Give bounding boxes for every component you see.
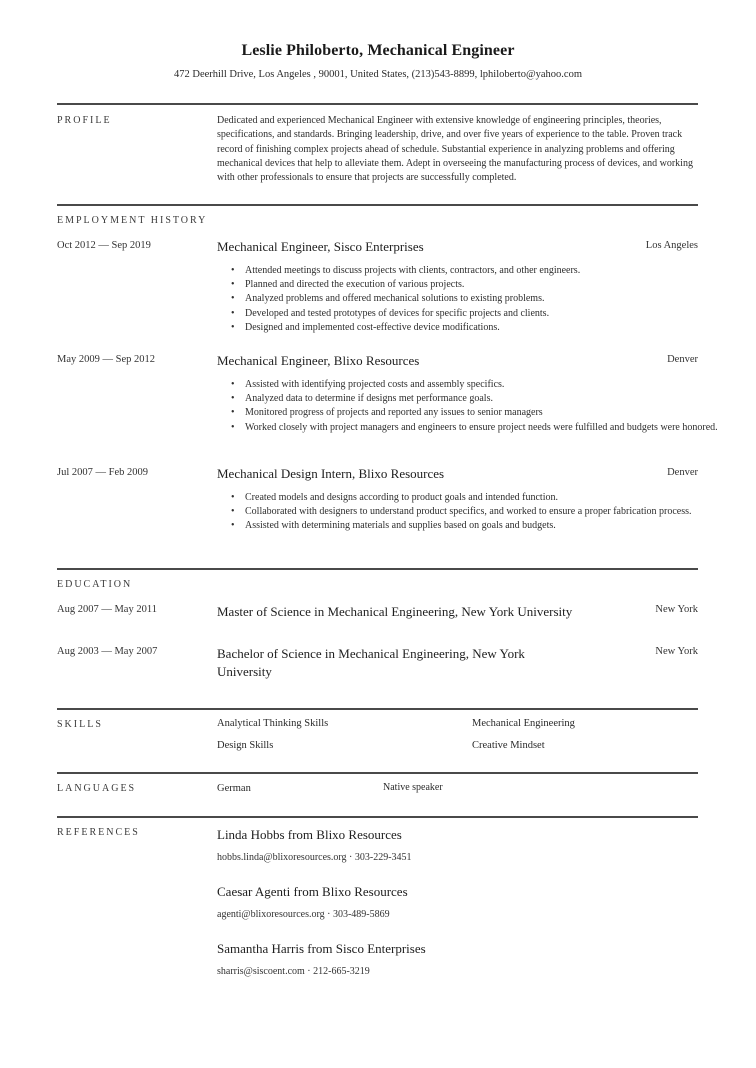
bullet-item: • Planned and directed the execution of various projects. <box>245 278 730 292</box>
bullet-item: • Monitored progress of projects and reported any issues to senior managers <box>245 406 730 420</box>
contact-info: 472 Deerhill Drive, Los Angeles , 90001, United States, (213)543-8899, lphiloberto@yahoo.com <box>173 69 583 80</box>
job-dates: Jul 2007 — Feb 2009 <box>57 467 149 478</box>
bullet-item: • Collaborated with designers to understand product specifics, and worked to ensure a proper fabrication process. <box>245 505 730 519</box>
job-title: Mechanical Engineer, Sisco Enterprises <box>217 239 424 254</box>
resume-name-title: Leslie Philoberto, Mechanical Engineer <box>241 42 515 59</box>
section-title-employment: EMPLOYMENT HISTORY <box>57 215 208 226</box>
section-divider <box>57 103 698 105</box>
job-title: Mechanical Design Intern, Blixo Resources <box>217 466 445 481</box>
reference-name: Linda Hobbs from Blixo Resources <box>217 827 402 842</box>
section-title-skills: SKILLS <box>57 719 103 730</box>
bullet-item: • Analyzed problems and offered mechanical solutions to existing problems. <box>245 292 730 306</box>
section-title-references: REFERENCES <box>57 827 140 838</box>
job-bullets <box>217 264 730 335</box>
section-divider <box>57 568 698 570</box>
section-divider <box>57 708 698 710</box>
job-bullets <box>217 491 730 534</box>
job-location: Denver <box>667 354 698 365</box>
bullet-item: • Assisted with identifying projected costs and assembly specifics. <box>245 378 730 392</box>
job-location: Denver <box>667 467 698 478</box>
education-location: New York <box>655 604 698 615</box>
bullet-item: • Assisted with determining materials and supplies based on goals and budgets. <box>245 519 730 533</box>
section-divider <box>57 204 698 206</box>
job-title: Mechanical Engineer, Blixo Resources <box>217 353 420 368</box>
education-title: Master of Science in Mechanical Engineering, New York University <box>217 604 573 619</box>
education-dates: Aug 2003 — May 2007 <box>57 646 158 657</box>
skill-item: Mechanical Engineering <box>472 718 575 729</box>
job-location: Los Angeles <box>645 240 698 251</box>
bullet-item: • Analyzed data to determine if designs met performance goals. <box>245 392 730 406</box>
job-bullets <box>217 378 730 435</box>
skill-item: Design Skills <box>217 740 274 751</box>
section-divider <box>57 772 698 774</box>
bullet-item: • Attended meetings to discuss projects with clients, contractors, and other engineers. <box>245 264 730 278</box>
language-level: Native speaker <box>383 782 443 793</box>
bullet-item: • Developed and tested prototypes of devices for specific projects and clients. <box>245 307 730 321</box>
education-location: New York <box>655 646 698 657</box>
skill-item: Analytical Thinking Skills <box>217 718 329 729</box>
language-name: German <box>217 783 251 794</box>
bullet-item: • Designed and implemented cost-effective device modifications. <box>245 321 730 335</box>
reference-name: Caesar Agenti from Blixo Resources <box>217 884 408 899</box>
bullet-item: • Created models and designs according to product goals and intended function. <box>245 491 730 505</box>
bullet-item: • Worked closely with project managers and engineers to ensure project needs were fulfilled and budgets were honored. <box>245 421 730 435</box>
education-title: Bachelor of Science in Mechanical Engineering, New York University <box>217 646 525 679</box>
reference-contact: hobbs.linda@blixoresources.org · 303-229-3451 <box>217 852 412 863</box>
job-dates: May 2009 — Sep 2012 <box>57 354 155 365</box>
section-title-profile: PROFILE <box>57 115 112 126</box>
section-divider <box>57 816 698 818</box>
reference-name: Samantha Harris from Sisco Enterprises <box>217 941 426 956</box>
skill-item: Creative Mindset <box>472 740 545 751</box>
education-dates: Aug 2007 — May 2011 <box>57 604 157 615</box>
profile-text: Dedicated and experienced Mechanical Engineer with extensive knowledge of engineering principles, theories, specifications, and standards. Bringing leadership, drive, and over five years of experience to the table. Proven track record of finishing complex projects ahead of schedule. Substantial experience in analyzing problems and offering mechanical devices that help to alleviate them. Adept in overseeing the manufacturing process of devices, and working with other professionals to ensure that projects are successfully completed. <box>217 115 693 184</box>
section-title-languages: LANGUAGES <box>57 783 137 794</box>
section-title-education: EDUCATION <box>57 579 133 590</box>
reference-contact: agenti@blixoresources.org · 303-489-5869 <box>217 909 390 920</box>
job-dates: Oct 2012 — Sep 2019 <box>57 240 151 251</box>
reference-contact: sharris@siscoent.com · 212-665-3219 <box>217 966 370 977</box>
